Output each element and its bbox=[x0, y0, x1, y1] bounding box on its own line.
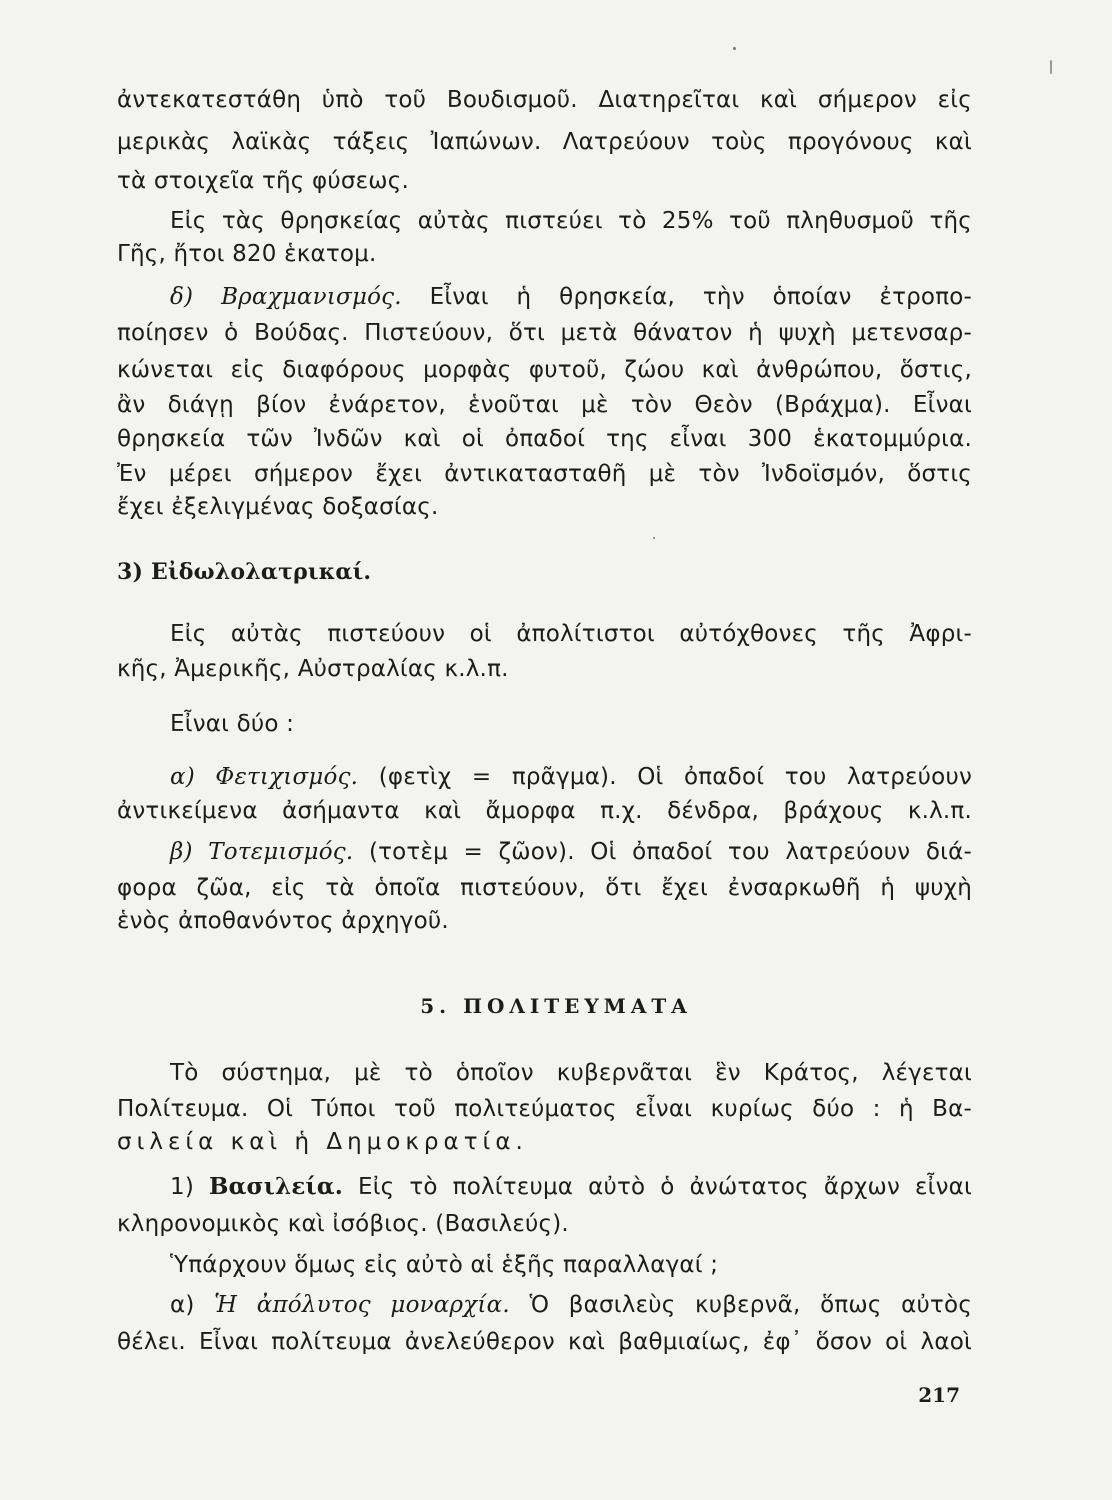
text-line: ἀντεκατεστάθη ὑπὸ τοῦ Βουδισμοῦ. Διατηρεῖται καὶ σήμερον εἰς bbox=[117, 87, 972, 113]
text-line: ποίησεν ὁ Βούδας. Πιστεύουν, ὅτι μετὰ θάνατον ἡ ψυχὴ μετενσαρ- bbox=[117, 320, 972, 346]
text-line: ἂν διάγῃ βίον ἐνάρετον, ἑνοῦται μὲ τὸν Θεὸν (Βράχμα). Εἶναι bbox=[117, 392, 972, 418]
scan-speck bbox=[1050, 60, 1052, 74]
text-span: Ὁ βασιλεὺς κυβερνᾶ, ὅπως αὐτὸς bbox=[529, 1292, 973, 1318]
text-line: σιλεία καὶ ἡ Δημοκρατία. bbox=[117, 1129, 528, 1155]
text-line: θρησκεία τῶν Ἰνδῶν καὶ οἱ ὀπαδοί της εἶναι 300 ἑκατομμύρια. bbox=[117, 426, 972, 452]
item-label: α) Φετιχισμός. bbox=[170, 764, 359, 790]
text-line: ἔχει ἐξελιγμένας δοξασίας. bbox=[117, 494, 439, 520]
item-label: δ) Βραχμανισμός. bbox=[170, 284, 402, 310]
scan-speck bbox=[653, 537, 655, 539]
text-line bbox=[170, 834, 972, 870]
item-number: 1) bbox=[170, 1174, 195, 1200]
text-line: θέλει. Εἶναι πολίτευμα ἀνελεύθερον καὶ βαθμιαίως, ἐφ᾿ ὅσον οἱ λαοὶ bbox=[117, 1329, 972, 1355]
item-label: β) Τοτεμισμός. bbox=[170, 839, 354, 865]
text-line: κληρονομικὸς καὶ ἰσόβιος. (Βασιλεύς). bbox=[117, 1211, 569, 1237]
text-line: ἀντικείμενα ἀσήμαντα καὶ ἄμορφα π.χ. δένδρα, βράχους κ.λ.π. bbox=[117, 798, 972, 824]
text-span: Εἶναι ἡ θρησκεία, τὴν ὁποίαν ἐτροπο- bbox=[429, 284, 973, 310]
text-line: Εἰς αὐτὰς πιστεύουν οἱ ἀπολίτιστοι αὐτόχθονες τῆς Ἀφρι- bbox=[170, 621, 972, 647]
text-line: ἑνὸς ἀποθανόντος ἀρχηγοῦ. bbox=[117, 908, 449, 934]
section-heading: 3) Εἰδωλολατρικαί. bbox=[117, 559, 372, 585]
text-line bbox=[170, 1287, 972, 1323]
scan-speck bbox=[733, 47, 736, 50]
text-line: κώνεται εἰς διαφόρους μορφὰς φυτοῦ, ζώου καὶ ἀνθρώπου, ὅστις, bbox=[117, 357, 972, 383]
text-line bbox=[170, 279, 972, 315]
text-line bbox=[170, 759, 972, 795]
text-line: Τὸ σύστημα, μὲ τὸ ὁποῖον κυβερνᾶται ἓν Κράτος, λέγεται bbox=[170, 1060, 972, 1086]
item-label: Βασιλεία. bbox=[209, 1173, 343, 1200]
text-line: φορα ζῶα, εἰς τὰ ὁποῖα πιστεύουν, ὅτι ἔχει ἐνσαρκωθῆ ἡ ψυχὴ bbox=[117, 875, 972, 901]
item-label: Ἡ ἀπόλυτος μοναρχία. bbox=[214, 1292, 510, 1318]
text-line: Γῆς, ἤτοι 820 ἑκατομ. bbox=[117, 241, 377, 267]
text-line: Πολίτευμα. Οἱ Τύποι τοῦ πολιτεύματος εἶναι κυρίως δύο : ἡ Βα- bbox=[117, 1096, 972, 1122]
page-number: 217 bbox=[918, 1383, 960, 1407]
text-span: (φετὶχ = πρᾶγμα). Οἱ ὀπαδοί του λατρεύουν bbox=[378, 764, 973, 790]
text-line: Εἰς τὰς θρησκείας αὐτὰς πιστεύει τὸ 25% τοῦ πληθυσμοῦ τῆς bbox=[170, 208, 972, 234]
text-line: Εἶναι δύο : bbox=[170, 711, 295, 737]
text-line: τὰ στοιχεῖα τῆς φύσεως. bbox=[117, 168, 409, 194]
text-line: Ὑπάρχουν ὅμως εἰς αὐτὸ αἱ ἑξῆς παραλλαγαί ; bbox=[170, 1252, 719, 1278]
text-line: κῆς, Ἀμερικῆς, Αὐστραλίας κ.λ.π. bbox=[117, 656, 509, 682]
text-line: μερικὰς λαϊκὰς τάξεις Ἰαπώνων. Λατρεύουν τοὺς προγόνους καὶ bbox=[117, 129, 972, 155]
text-line bbox=[170, 1169, 972, 1205]
text-span: (τοτὲμ = ζῶον). Οἱ ὀπαδοί του λατρεύουν διά- bbox=[368, 839, 973, 865]
text-span: Εἰς τὸ πολίτευμα αὐτὸ ὁ ἀνώτατος ἄρχων εἶναι bbox=[357, 1174, 972, 1200]
section-heading: 5. ΠΟΛΙΤΕΥΜΑΤΑ bbox=[420, 994, 692, 1018]
text-line: Ἐν μέρει σήμερον ἔχει ἀντικατασταθῆ μὲ τὸν Ἰνδοϊσμόν, ὅστις bbox=[117, 461, 972, 487]
item-number: α) bbox=[170, 1292, 195, 1318]
